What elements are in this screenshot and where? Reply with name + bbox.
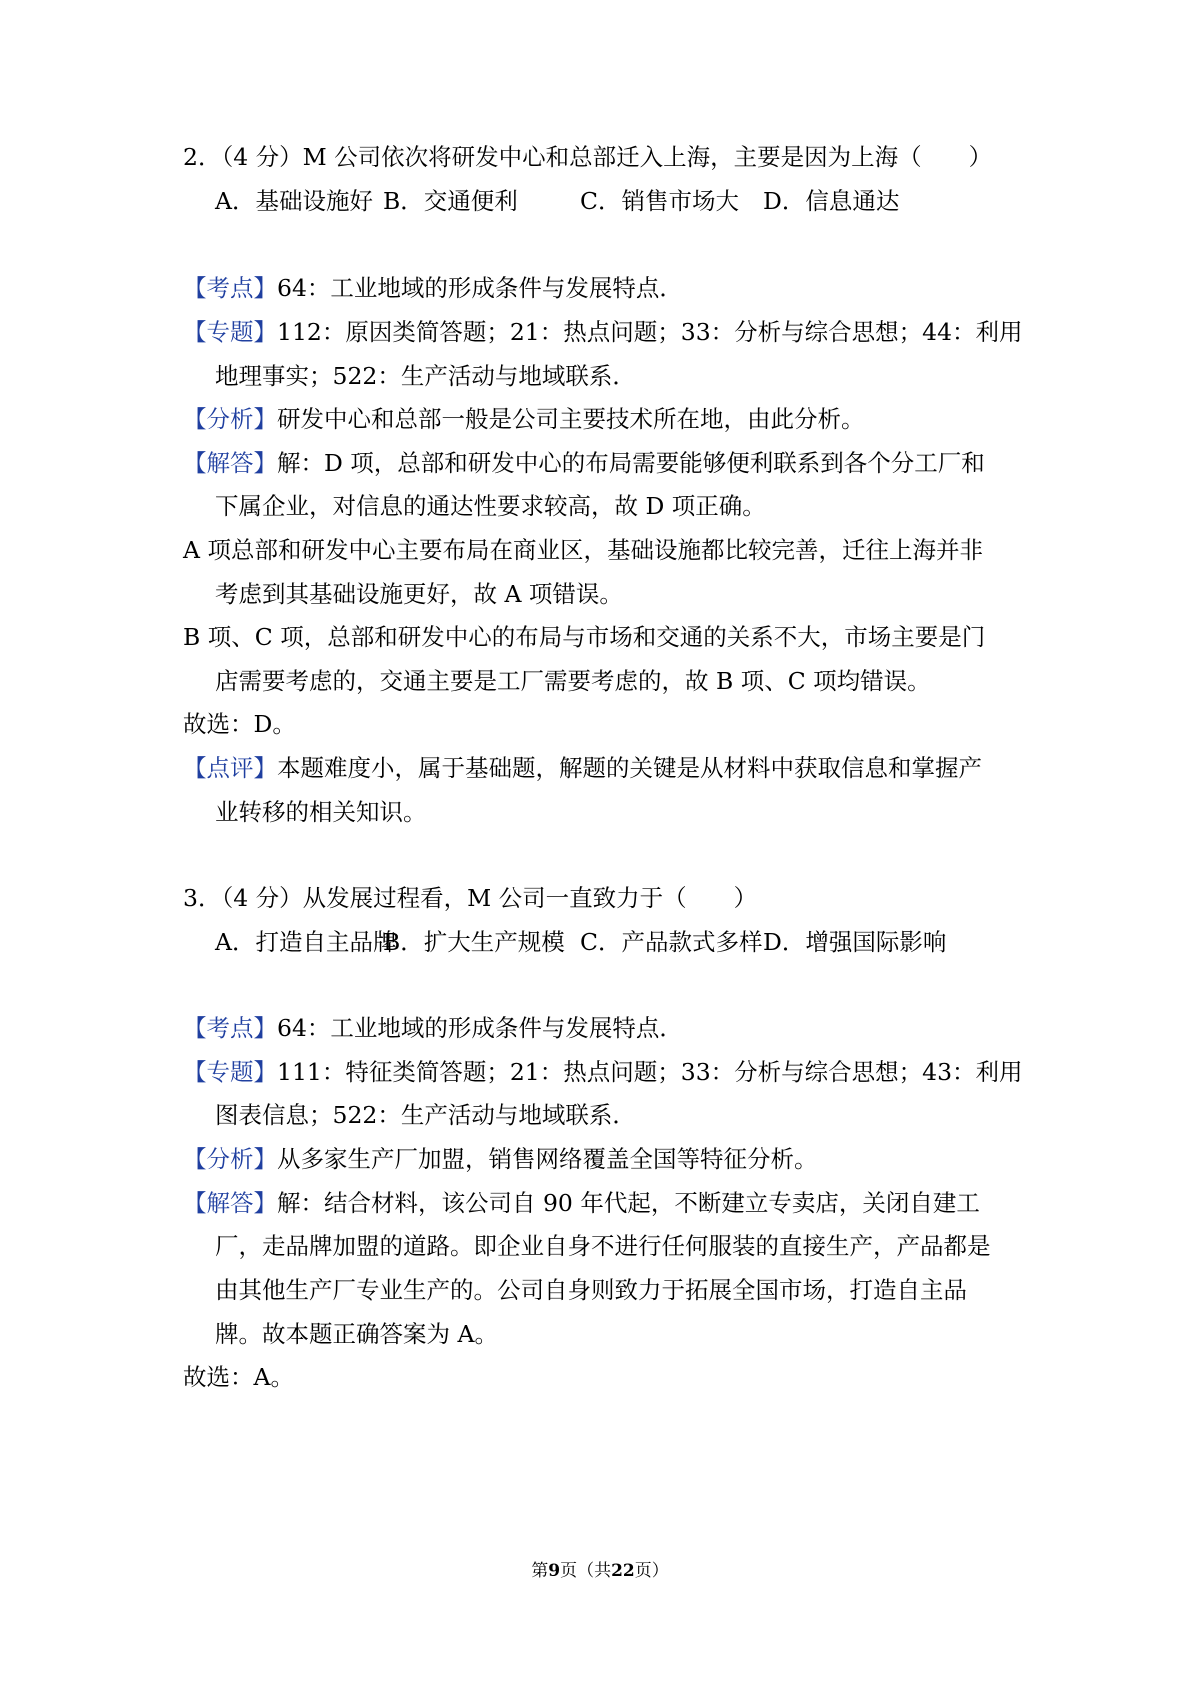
dianping-tag: 【点评】 — [183, 754, 277, 782]
q2-dianping-cont: 业转移的相关知识。 — [215, 798, 427, 826]
q3-option-c: C．产品款式多样 — [580, 928, 763, 956]
jieda-text: 解：D 项，总部和研发中心的布局需要能够便利联系到各个分工厂和 — [277, 449, 985, 477]
zhuanti-tag: 【专题】 — [183, 1058, 277, 1086]
fenxi-text: 从多家生产厂加盟，销售网络覆盖全国等特征分析。 — [277, 1145, 818, 1173]
fenxi-tag: 【分析】 — [183, 1145, 277, 1173]
kaodian-text: 64：工业地域的形成条件与发展特点． — [277, 1014, 683, 1042]
q2-zhuanti — [183, 317, 1023, 347]
q2-jieda — [183, 448, 985, 478]
q3-zhuanti-cont: 图表信息；522：生产活动与地域联系． — [215, 1101, 636, 1129]
jieda-tag: 【解答】 — [183, 449, 277, 477]
fenxi-tag: 【分析】 — [183, 405, 277, 433]
q2-option-d: D．信息通达 — [763, 187, 900, 215]
q3-jieda-cont-2: 由其他生产厂专业生产的。公司自身则致力于拓展全国市场，打造自主品 — [215, 1276, 967, 1304]
q2-dianping — [183, 753, 982, 783]
q2-option-bc-explain: B 项、C 项，总部和研发中心的布局与市场和交通的关系不大，市场主要是门 — [183, 623, 986, 651]
q3-jieda — [183, 1188, 980, 1218]
page-footer — [0, 1560, 1200, 1582]
q3-option-a: A．打造自主品牌 — [215, 928, 397, 956]
jieda-tag: 【解答】 — [183, 1189, 277, 1217]
zhuanti-text: 112：原因类简答题；21：热点问题；33：分析与综合思想；44：利用 — [277, 318, 1023, 346]
dianping-text: 本题难度小，属于基础题，解题的关键是从材料中获取信息和掌握产 — [277, 754, 982, 782]
q3-jieda-cont-1: 厂，走品牌加盟的道路。即企业自身不进行任何服装的直接生产，产品都是 — [215, 1232, 991, 1260]
q3-zhuanti — [183, 1057, 1023, 1087]
kaodian-text: 64：工业地域的形成条件与发展特点． — [277, 274, 683, 302]
q2-option-a-explain: A 项总部和研发中心主要布局在商业区，基础设施都比较完善，迁往上海并非 — [183, 536, 983, 564]
q2-option-bc-explain-cont: 店需要考虑的，交通主要是工厂需要考虑的，故 B 项、C 项均错误。 — [215, 667, 931, 695]
q3-kaodian — [183, 1013, 683, 1043]
q2-jieda-cont: 下属企业，对信息的通达性要求较高，故 D 项正确。 — [215, 492, 766, 520]
footer-total-pages: 22 — [611, 1561, 635, 1581]
q2-answer: 故选：D。 — [183, 710, 296, 738]
q2-option-b: B．交通便利 — [383, 187, 518, 215]
fenxi-text: 研发中心和总部一般是公司主要技术所在地，由此分析。 — [277, 405, 865, 433]
q2-option-c: C．销售市场大 — [580, 187, 739, 215]
footer-prefix: 第 — [531, 1561, 549, 1581]
q3-answer: 故选：A。 — [183, 1363, 294, 1391]
kaodian-tag: 【考点】 — [183, 274, 277, 302]
q3-fenxi — [183, 1144, 818, 1174]
footer-suffix: 页） — [634, 1561, 669, 1581]
q2-option-a-explain-cont: 考虑到其基础设施更好，故 A 项错误。 — [215, 580, 623, 608]
q3-option-d: D．增强国际影响 — [763, 928, 947, 956]
zhuanti-tag: 【专题】 — [183, 318, 277, 346]
q3-option-b: B．扩大生产规模 — [383, 928, 565, 956]
footer-middle: 页（共 — [560, 1561, 612, 1581]
question-3-stem: 3．（4 分）从发展过程看，M 公司一直致力于（ ） — [183, 884, 758, 912]
zhuanti-text: 111：特征类简答题；21：热点问题；33：分析与综合思想；43：利用 — [277, 1058, 1023, 1086]
q2-kaodian — [183, 273, 683, 303]
q2-zhuanti-cont: 地理事实；522：生产活动与地域联系． — [215, 362, 636, 390]
kaodian-tag: 【考点】 — [183, 1014, 277, 1042]
footer-page-number: 9 — [548, 1561, 561, 1581]
q2-option-a: A．基础设施好 — [215, 187, 373, 215]
question-2-stem: 2．（4 分）M 公司依次将研发中心和总部迁入上海，主要是因为上海（ ） — [183, 143, 993, 171]
q2-fenxi — [183, 404, 865, 434]
q3-jieda-cont-3: 牌。故本题正确答案为 A。 — [215, 1320, 498, 1348]
jieda-text: 解：结合材料，该公司自 90 年代起，不断建立专卖店，关闭自建工 — [277, 1189, 980, 1217]
